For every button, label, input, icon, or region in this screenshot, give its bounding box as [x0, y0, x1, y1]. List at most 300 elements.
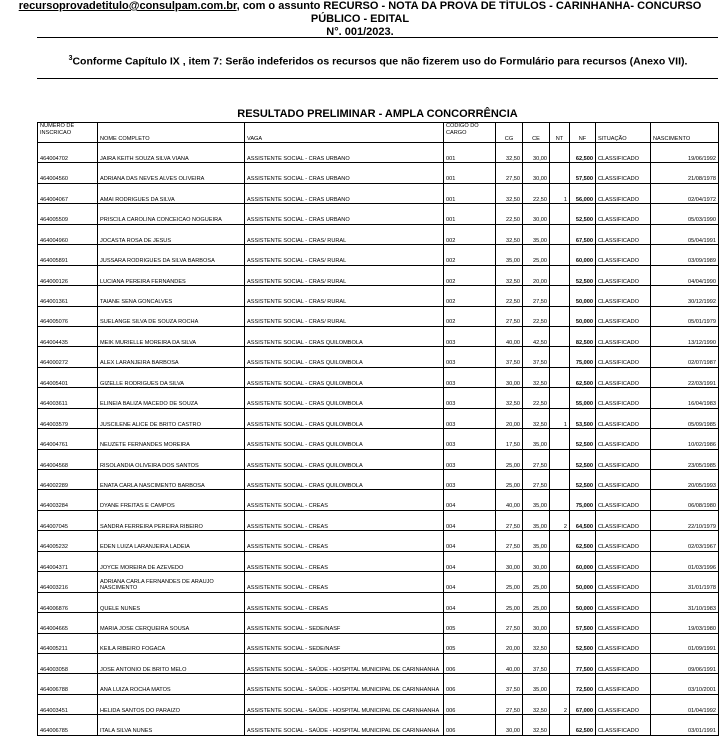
table-row	[38, 551, 719, 571]
cell-nascimento: 03/10/2001	[651, 674, 719, 694]
cell-nascimento: 05/09/1985	[651, 408, 719, 428]
cell-cg: 32,50	[496, 224, 523, 244]
table-row	[38, 286, 719, 306]
cell-nome: JUSSARA RODRIGUES DA SILVA BARBOSA	[98, 245, 245, 265]
cell-nf: 62,500	[570, 367, 596, 387]
cell-nascimento: 01/03/1996	[651, 551, 719, 571]
cell-inscricao: 464005891	[38, 245, 98, 265]
cell-ce: 35,00	[523, 224, 550, 244]
cell-cg: 22,50	[496, 204, 523, 224]
cell-nome: NEUZETE FERNANDES MOREIRA	[98, 429, 245, 449]
cell-inscricao: 464001361	[38, 286, 98, 306]
cell-nf: 57,500	[570, 613, 596, 633]
cell-codigo: 005	[444, 613, 496, 633]
table-row	[38, 470, 719, 490]
cell-nome: MEIK MURIELLE MOREIRA DA SILVA	[98, 326, 245, 346]
cell-inscricao: 464003611	[38, 388, 98, 408]
cell-nt	[550, 633, 570, 653]
cell-codigo: 004	[444, 551, 496, 571]
cell-vaga: ASSISTENTE SOCIAL - CREAS	[245, 490, 444, 510]
cell-ce: 32,50	[523, 694, 550, 714]
cell-vaga: ASSISTENTE SOCIAL - CREAS	[245, 572, 444, 592]
cell-nome: GIZELLE RODRIGUES DA SILVA	[98, 367, 245, 387]
cell-situacao: CLASSIFICADO	[596, 633, 651, 653]
cell-nascimento: 05/03/1990	[651, 204, 719, 224]
table-header-row	[38, 123, 719, 143]
cell-inscricao: 464005232	[38, 531, 98, 551]
cell-codigo: 006	[444, 674, 496, 694]
header-codigo: CODIGO DO CARGO	[444, 123, 496, 143]
cell-situacao: CLASSIFICADO	[596, 143, 651, 163]
cell-ce: 25,00	[523, 572, 550, 592]
cell-nascimento: 02/03/1967	[651, 531, 719, 551]
cell-vaga: ASSISTENTE SOCIAL - CRAS URBANO	[245, 183, 444, 203]
cell-nascimento: 02/07/1987	[651, 347, 719, 367]
cell-situacao: CLASSIFICADO	[596, 715, 651, 735]
cell-codigo: 003	[444, 470, 496, 490]
cell-inscricao: 464004665	[38, 613, 98, 633]
cell-nascimento: 19/03/1980	[651, 613, 719, 633]
cell-nf: 55,000	[570, 388, 596, 408]
cell-codigo: 003	[444, 367, 496, 387]
cell-situacao: CLASSIFICADO	[596, 449, 651, 469]
table-row	[38, 449, 719, 469]
cell-nome: DYANE FREITAS E CAMPOS	[98, 490, 245, 510]
cell-ce: 25,00	[523, 592, 550, 612]
cell-cg: 27,50	[496, 694, 523, 714]
cell-nt	[550, 429, 570, 449]
cell-nascimento: 23/05/1985	[651, 449, 719, 469]
cell-inscricao: 464002289	[38, 470, 98, 490]
cell-nf: 50,000	[570, 286, 596, 306]
cell-ce: 32,50	[523, 367, 550, 387]
cell-cg: 27,50	[496, 613, 523, 633]
cell-ce: 27,50	[523, 286, 550, 306]
cell-nome: MARIA JOSE CERQUEIRA SOUSA	[98, 613, 245, 633]
cell-cg: 25,00	[496, 592, 523, 612]
cell-nt	[550, 143, 570, 163]
table-row	[38, 653, 719, 673]
cell-codigo: 002	[444, 306, 496, 326]
cell-ce: 35,00	[523, 674, 550, 694]
table-row	[38, 347, 719, 367]
cell-ce: 30,00	[523, 613, 550, 633]
cell-nt	[550, 163, 570, 183]
cell-inscricao: 464006785	[38, 715, 98, 735]
cell-ce: 37,50	[523, 653, 550, 673]
cell-nf: 52,500	[570, 633, 596, 653]
cell-nf: 50,000	[570, 572, 596, 592]
cell-ce: 20,00	[523, 265, 550, 285]
cell-situacao: CLASSIFICADO	[596, 306, 651, 326]
table-row	[38, 572, 719, 592]
cell-nf: 62,500	[570, 531, 596, 551]
cell-nt	[550, 613, 570, 633]
cell-nf: 52,500	[570, 204, 596, 224]
cell-nome: ITALA SILVA NUNES	[98, 715, 245, 735]
cell-nf: 62,500	[570, 715, 596, 735]
cell-nt	[550, 653, 570, 673]
cell-nascimento: 20/05/1993	[651, 470, 719, 490]
cell-inscricao: 464004435	[38, 326, 98, 346]
cell-vaga: ASSISTENTE SOCIAL - CRAS QUILOMBOLA	[245, 429, 444, 449]
cell-nome: JOYCE MOREIRA DE AZEVEDO	[98, 551, 245, 571]
header-nome: NOME COMPLETO	[98, 123, 245, 143]
cell-cg: 22,50	[496, 286, 523, 306]
cell-cg: 32,50	[496, 143, 523, 163]
cell-inscricao: 464000272	[38, 347, 98, 367]
table-row	[38, 306, 719, 326]
cell-vaga: ASSISTENTE SOCIAL - SEDE/NASF	[245, 613, 444, 633]
header-line-1-text: , com o assunto RECURSO - NOTA DA PROVA DE TÍTULOS - CARINHANHA- CONCURSO PÚBLICO - EDITAL	[236, 0, 702, 25]
cell-inscricao: 464004960	[38, 224, 98, 244]
cell-codigo: 003	[444, 326, 496, 346]
cell-nome: JOSE ANTONIO DE BRITO MELO	[98, 653, 245, 673]
cell-ce: 30,00	[523, 204, 550, 224]
header-line-1	[0, 0, 720, 26]
cell-nf: 57,500	[570, 163, 596, 183]
cell-nascimento: 04/04/1990	[651, 265, 719, 285]
cell-ce: 22,50	[523, 183, 550, 203]
cell-situacao: CLASSIFICADO	[596, 674, 651, 694]
cell-situacao: CLASSIFICADO	[596, 245, 651, 265]
cell-cg: 27,50	[496, 531, 523, 551]
cell-nome: AMAI RODRIGUES DA SILVA	[98, 183, 245, 203]
table-row	[38, 163, 719, 183]
cell-situacao: CLASSIFICADO	[596, 653, 651, 673]
cell-nt: 1	[550, 408, 570, 428]
cell-codigo: 004	[444, 592, 496, 612]
cell-situacao: CLASSIFICADO	[596, 183, 651, 203]
cell-codigo: 002	[444, 245, 496, 265]
cell-nascimento: 30/12/1992	[651, 286, 719, 306]
cell-ce: 22,50	[523, 306, 550, 326]
cell-situacao: CLASSIFICADO	[596, 408, 651, 428]
cell-nascimento: 10/02/1986	[651, 429, 719, 449]
recurso-note	[0, 55, 720, 68]
cell-nome: ADRIANA DAS NEVES ALVES OLIVEIRA	[98, 163, 245, 183]
table-row	[38, 490, 719, 510]
cell-nt	[550, 367, 570, 387]
cell-inscricao: 464005076	[38, 306, 98, 326]
cell-nome: ALEX LARANJEIRA BARBOSA	[98, 347, 245, 367]
cell-nome: ENATA CARLA NASCIMENTO BARBOSA	[98, 470, 245, 490]
table-row	[38, 367, 719, 387]
cell-nome: EDEN LUIZA LARANJEIRA LADEIA	[98, 531, 245, 551]
cell-nascimento: 31/01/1978	[651, 572, 719, 592]
table-row	[38, 613, 719, 633]
cell-vaga: ASSISTENTE SOCIAL - CRAS/ RURAL	[245, 286, 444, 306]
document-header	[0, 0, 720, 39]
cell-situacao: CLASSIFICADO	[596, 470, 651, 490]
cell-codigo: 006	[444, 653, 496, 673]
cell-nome: QUELE NUNES	[98, 592, 245, 612]
cell-vaga: ASSISTENTE SOCIAL - SAÚDE - HOSPITAL MUNICIPAL DE CARINHANHA	[245, 694, 444, 714]
cell-vaga: ASSISTENTE SOCIAL - CRAS URBANO	[245, 143, 444, 163]
cell-nt	[550, 204, 570, 224]
cell-vaga: ASSISTENTE SOCIAL - CRAS QUILOMBOLA	[245, 470, 444, 490]
cell-cg: 27,50	[496, 510, 523, 530]
cell-situacao: CLASSIFICADO	[596, 286, 651, 306]
cell-cg: 30,00	[496, 551, 523, 571]
cell-inscricao: 464004761	[38, 429, 98, 449]
cell-nf: 52,500	[570, 429, 596, 449]
cell-nt	[550, 224, 570, 244]
header-nascimento: NASCIMENTO	[651, 123, 719, 143]
cell-nascimento: 19/06/1992	[651, 143, 719, 163]
cell-cg: 35,00	[496, 245, 523, 265]
table-row	[38, 326, 719, 346]
cell-situacao: CLASSIFICADO	[596, 347, 651, 367]
cell-nf: 53,500	[570, 408, 596, 428]
table-row	[38, 531, 719, 551]
cell-inscricao: 464003058	[38, 653, 98, 673]
cell-vaga: ASSISTENTE SOCIAL - CRAS URBANO	[245, 204, 444, 224]
cell-codigo: 004	[444, 531, 496, 551]
cell-cg: 25,00	[496, 572, 523, 592]
cell-nf: 67,500	[570, 224, 596, 244]
cell-nascimento: 05/01/1979	[651, 306, 719, 326]
cell-situacao: CLASSIFICADO	[596, 510, 651, 530]
cell-ce: 42,50	[523, 326, 550, 346]
cell-inscricao: 464006876	[38, 592, 98, 612]
top-divider	[37, 37, 718, 38]
cell-vaga: ASSISTENTE SOCIAL - SAÚDE - HOSPITAL MUNICIPAL DE CARINHANHA	[245, 715, 444, 735]
results-table	[37, 122, 719, 736]
cell-cg: 32,50	[496, 183, 523, 203]
header-nt: NT	[550, 123, 570, 143]
table-title: RESULTADO PRELIMINAR - AMPLA CONCORRÊNCIA	[237, 108, 518, 120]
cell-nome: RISOLANDIA OLIVEIRA DOS SANTOS	[98, 449, 245, 469]
cell-vaga: ASSISTENTE SOCIAL - CRAS QUILOMBOLA	[245, 347, 444, 367]
cell-nome: TAIANE SENA GONCALVES	[98, 286, 245, 306]
cell-nome: JOCASTA ROSA DE JESUS	[98, 224, 245, 244]
note-text: Conforme Capítulo IX , item 7: Serão indeferidos os recursos que não fizerem uso do Formulário para recursos (Anexo VII).	[72, 55, 688, 68]
cell-nf: 50,000	[570, 592, 596, 612]
cell-nt	[550, 388, 570, 408]
cell-nascimento: 16/04/1983	[651, 388, 719, 408]
table-row	[38, 265, 719, 285]
cell-vaga: ASSISTENTE SOCIAL - CREAS	[245, 592, 444, 612]
cell-nt	[550, 449, 570, 469]
table-row	[38, 674, 719, 694]
cell-inscricao: 464007045	[38, 510, 98, 530]
cell-cg: 40,00	[496, 326, 523, 346]
cell-codigo: 003	[444, 449, 496, 469]
cell-situacao: CLASSIFICADO	[596, 429, 651, 449]
table-row	[38, 143, 719, 163]
cell-cg: 37,50	[496, 674, 523, 694]
cell-ce: 37,50	[523, 347, 550, 367]
cell-cg: 32,50	[496, 388, 523, 408]
cell-ce: 30,00	[523, 551, 550, 571]
cell-cg: 20,00	[496, 408, 523, 428]
cell-codigo: 004	[444, 572, 496, 592]
cell-nf: 60,000	[570, 245, 596, 265]
cell-codigo: 006	[444, 715, 496, 735]
cell-nome: ADRIANA CARLA FERNANDES DE ARAUJO NASCIMENTO	[98, 572, 245, 592]
cell-nt	[550, 551, 570, 571]
cell-cg: 30,00	[496, 715, 523, 735]
cell-situacao: CLASSIFICADO	[596, 613, 651, 633]
table-row	[38, 204, 719, 224]
cell-ce: 35,00	[523, 510, 550, 530]
cell-vaga: ASSISTENTE SOCIAL - CRAS URBANO	[245, 163, 444, 183]
table-row	[38, 510, 719, 530]
cell-situacao: CLASSIFICADO	[596, 388, 651, 408]
cell-vaga: ASSISTENTE SOCIAL - SAÚDE - HOSPITAL MUNICIPAL DE CARINHANHA	[245, 674, 444, 694]
cell-codigo: 001	[444, 143, 496, 163]
cell-codigo: 004	[444, 510, 496, 530]
cell-situacao: CLASSIFICADO	[596, 367, 651, 387]
cell-cg: 17,50	[496, 429, 523, 449]
cell-nome: HELIDA SANTOS DO PARAIZO	[98, 694, 245, 714]
cell-vaga: ASSISTENTE SOCIAL - SEDE/NASF	[245, 633, 444, 653]
cell-nf: 60,000	[570, 551, 596, 571]
cell-inscricao: 464006788	[38, 674, 98, 694]
cell-ce: 30,00	[523, 163, 550, 183]
cell-cg: 32,50	[496, 265, 523, 285]
cell-vaga: ASSISTENTE SOCIAL - CREAS	[245, 551, 444, 571]
header-ce: CE	[523, 123, 550, 143]
cell-codigo: 002	[444, 224, 496, 244]
cell-nt	[550, 347, 570, 367]
cell-ce: 32,50	[523, 408, 550, 428]
cell-ce: 32,50	[523, 715, 550, 735]
cell-cg: 37,50	[496, 347, 523, 367]
cell-nt	[550, 715, 570, 735]
header-line-2: N°. 001/2023.	[326, 26, 394, 38]
cell-nome: JUSCILENE ALICE DE BRITO CASTRO	[98, 408, 245, 428]
cell-codigo: 005	[444, 633, 496, 653]
header-cg: CG	[496, 123, 523, 143]
cell-inscricao: 464003216	[38, 572, 98, 592]
table-row	[38, 183, 719, 203]
cell-nt	[550, 572, 570, 592]
cell-nascimento: 05/04/1991	[651, 224, 719, 244]
cell-ce: 25,00	[523, 245, 550, 265]
cell-nascimento: 22/03/1991	[651, 367, 719, 387]
header-vaga: VAGA	[245, 123, 444, 143]
cell-nt	[550, 531, 570, 551]
cell-nt: 1	[550, 183, 570, 203]
cell-nt	[550, 245, 570, 265]
cell-vaga: ASSISTENTE SOCIAL - CRAS/ RURAL	[245, 224, 444, 244]
cell-vaga: ASSISTENTE SOCIAL - CREAS	[245, 531, 444, 551]
cell-vaga: ASSISTENTE SOCIAL - CRAS QUILOMBOLA	[245, 326, 444, 346]
cell-nt	[550, 592, 570, 612]
cell-nf: 52,500	[570, 265, 596, 285]
cell-vaga: ASSISTENTE SOCIAL - CRAS QUILOMBOLA	[245, 388, 444, 408]
table-row	[38, 429, 719, 449]
cell-cg: 25,00	[496, 449, 523, 469]
cell-cg: 27,50	[496, 163, 523, 183]
cell-cg: 25,00	[496, 470, 523, 490]
cell-situacao: CLASSIFICADO	[596, 531, 651, 551]
cell-ce: 30,00	[523, 143, 550, 163]
cell-nome: SANDRA FERREIRA PEREIRA RIBEIRO	[98, 510, 245, 530]
cell-nome: LUCIANA PEREIRA FERNANDES	[98, 265, 245, 285]
cell-nascimento: 13/12/1990	[651, 326, 719, 346]
cell-situacao: CLASSIFICADO	[596, 551, 651, 571]
cell-vaga: ASSISTENTE SOCIAL - SAÚDE - HOSPITAL MUNICIPAL DE CARINHANHA	[245, 653, 444, 673]
cell-nf: 56,000	[570, 183, 596, 203]
cell-inscricao: 464004702	[38, 143, 98, 163]
cell-situacao: CLASSIFICADO	[596, 326, 651, 346]
table-row	[38, 694, 719, 714]
cell-nt	[550, 286, 570, 306]
cell-situacao: CLASSIFICADO	[596, 204, 651, 224]
cell-nascimento: 06/08/1980	[651, 490, 719, 510]
table-row	[38, 715, 719, 735]
cell-inscricao: 464005211	[38, 633, 98, 653]
table-row	[38, 633, 719, 653]
cell-codigo: 002	[444, 265, 496, 285]
cell-nt	[550, 265, 570, 285]
cell-nf: 77,500	[570, 653, 596, 673]
cell-cg: 40,00	[496, 490, 523, 510]
cell-situacao: CLASSIFICADO	[596, 163, 651, 183]
cell-nome: JAIRA KEITH SOUZA SILVA VIANA	[98, 143, 245, 163]
cell-nt	[550, 490, 570, 510]
cell-codigo: 004	[444, 490, 496, 510]
recurso-email-link[interactable]: recursoprovadetitulo@consulpam.com.br	[18, 0, 237, 12]
cell-codigo: 003	[444, 408, 496, 428]
cell-vaga: ASSISTENTE SOCIAL - CRAS/ RURAL	[245, 265, 444, 285]
cell-nf: 50,000	[570, 306, 596, 326]
cell-ce: 35,00	[523, 490, 550, 510]
cell-situacao: CLASSIFICADO	[596, 694, 651, 714]
cell-ce: 32,50	[523, 633, 550, 653]
cell-codigo: 001	[444, 204, 496, 224]
cell-nt	[550, 306, 570, 326]
table-row	[38, 224, 719, 244]
cell-cg: 40,00	[496, 653, 523, 673]
cell-nf: 64,500	[570, 510, 596, 530]
cell-nascimento: 09/06/1991	[651, 653, 719, 673]
cell-nome: PRISCILA CAROLINA CONCEICAO NOGUEIRA	[98, 204, 245, 224]
cell-ce: 35,00	[523, 429, 550, 449]
note-marker: 3	[68, 55, 73, 62]
cell-nome: KEILA RIBEIRO FOGACA	[98, 633, 245, 653]
cell-inscricao: 464000126	[38, 265, 98, 285]
cell-codigo: 002	[444, 286, 496, 306]
cell-situacao: CLASSIFICADO	[596, 224, 651, 244]
cell-nf: 67,000	[570, 694, 596, 714]
cell-cg: 30,00	[496, 367, 523, 387]
cell-vaga: ASSISTENTE SOCIAL - CRAS/ RURAL	[245, 306, 444, 326]
table-row	[38, 245, 719, 265]
cell-codigo: 001	[444, 163, 496, 183]
cell-nt	[550, 326, 570, 346]
cell-cg: 20,00	[496, 633, 523, 653]
cell-nf: 75,000	[570, 347, 596, 367]
cell-nascimento: 22/10/1979	[651, 510, 719, 530]
cell-nascimento: 01/04/1992	[651, 694, 719, 714]
cell-nf: 62,500	[570, 143, 596, 163]
cell-nascimento: 21/08/1978	[651, 163, 719, 183]
cell-situacao: CLASSIFICADO	[596, 572, 651, 592]
cell-codigo: 006	[444, 694, 496, 714]
cell-nf: 52,500	[570, 449, 596, 469]
cell-inscricao: 464004371	[38, 551, 98, 571]
table-row	[38, 408, 719, 428]
cell-situacao: CLASSIFICADO	[596, 592, 651, 612]
header-inscricao: NUMERO DE INSCRICAO	[38, 123, 98, 143]
cell-inscricao: 464003284	[38, 490, 98, 510]
header-situacao: SITUAÇÃO	[596, 123, 651, 143]
cell-nome: ELINEIA BALIZA MACEDO DE SOUZA	[98, 388, 245, 408]
